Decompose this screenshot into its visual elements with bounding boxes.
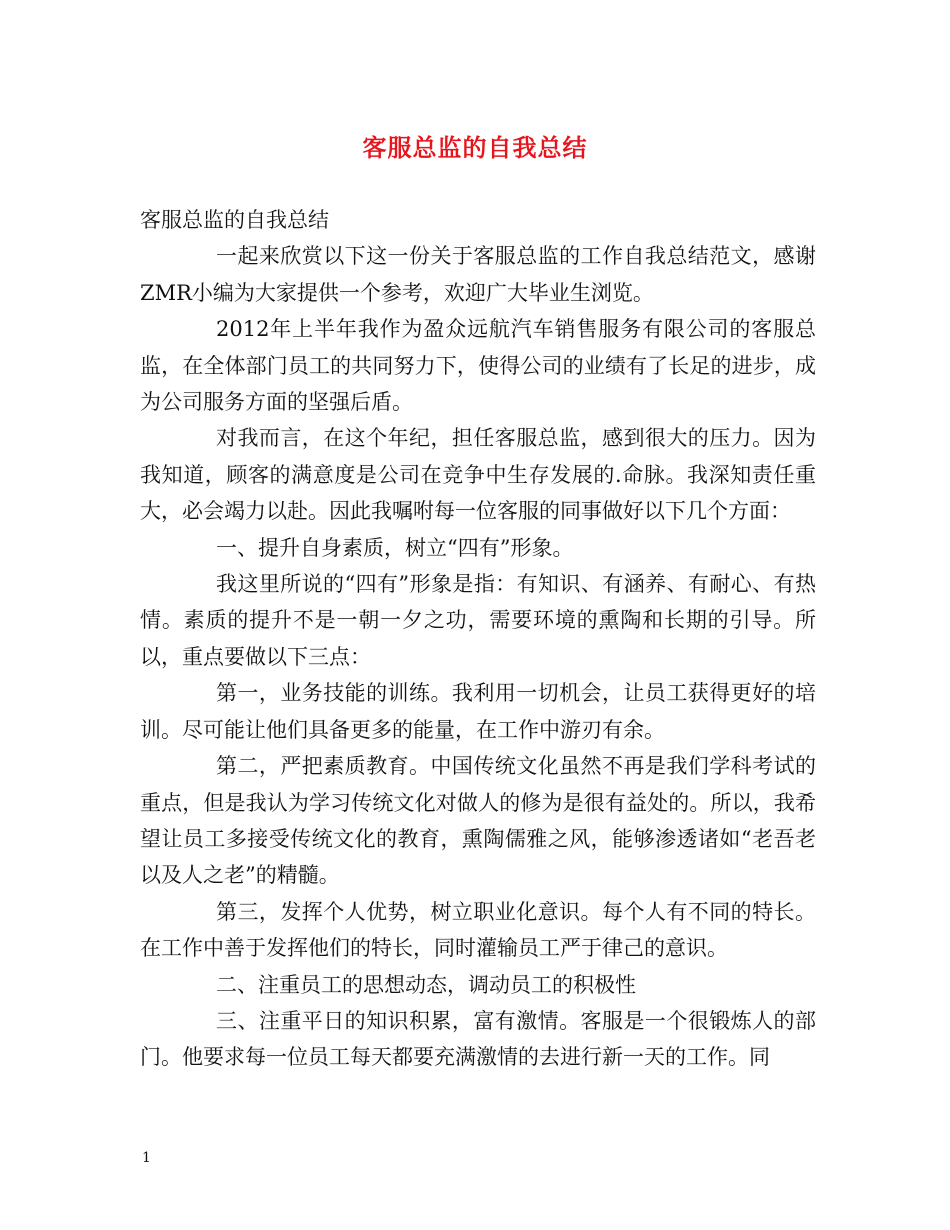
document-body <box>140 202 816 1076</box>
paragraph-overview: 2012年上半年我作为盈众远航汽车销售服务有限公司的客服总监，在全体部门员工的共同努力下，使得公司的业绩有了长足的进步，成为公司服务方面的坚强后盾。 <box>140 317 816 415</box>
paragraph-section-1-heading: 一、提升自身素质，树立“四有”形象。 <box>216 535 574 560</box>
paragraph-point-2: 第二，严把素质教育。中国传统文化虽然不再是我们学科考试的重点，但是我认为学习传统文化对做人的修为是很有益处的。所以，我希望让员工多接受传统文化的教育，熏陶儒雅之风，能够渗透诸如“老吾老以及人之老”的精髓。 <box>140 754 816 888</box>
paragraph-heading-repeat: 客服总监的自我总结 <box>140 208 329 232</box>
paragraph-pressure: 对我而言，在这个年纪，担任客服总监，感到很大的压力。因为我知道，顾客的满意度是公司在竞争中生存发展的.命脉。我深知责任重大，必会竭力以赴。因此我嘱咐每一位客服的同事做好以下几个方面： <box>140 426 816 524</box>
paragraph-section-3: 三、注重平日的知识积累，富有激情。客服是一个很锻炼人的部门。他要求每一位员工每天都要充满激情的去进行新一天的工作。同 <box>140 1008 816 1070</box>
paragraph-intro: 一起来欣赏以下这一份关于客服总监的工作自我总结范文，感谢ZMR小编为大家提供一个参考，欢迎广大毕业生浏览。 <box>140 244 816 305</box>
paragraph-section-2-heading: 二、注重员工的思想动态，调动员工的积极性 <box>216 972 636 997</box>
paragraph-point-1: 第一，业务技能的训练。我利用一切机会，让员工获得更好的培训。尽可能让他们具备更多的能量，在工作中游刃有余。 <box>140 681 816 742</box>
page-number: 1 <box>142 1150 151 1166</box>
document-title: 客服总监的自我总结 <box>362 133 588 162</box>
paragraph-four-qualities: 我这里所说的“四有”形象是指：有知识、有涵养、有耐心、有热情。素质的提升不是一朝一夕之功，需要环境的熏陶和长期的引导。所以，重点要做以下三点： <box>140 572 816 669</box>
paragraph-point-3: 第三，发挥个人优势，树立职业化意识。每个人有不同的特长。在工作中善于发挥他们的特长，同时灌输员工严于律己的意识。 <box>140 899 816 961</box>
